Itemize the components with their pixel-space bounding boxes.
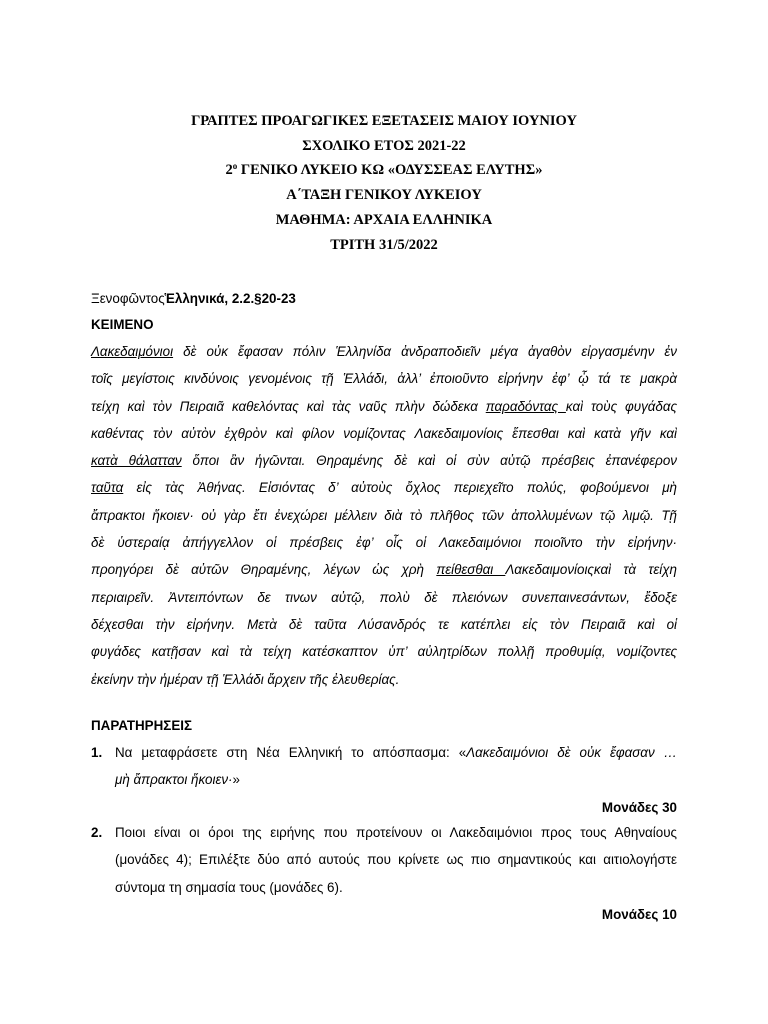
- text-line: περιαιρεῖν. Ἀντειπόντων δε τινων αὐτῷ, πολὺ δὲ πλειόνων συνεπαινεσάντων, ἔδοξε: [91, 589, 677, 605]
- question-line: Να μεταφράσετε στη Νέα Ελληνική το απόσπασμα: «Λακεδαιμόνιοι δὲ οὐκ ἔφασαν …: [115, 745, 677, 760]
- source-work: Ἑλληνικά, 2.2.§20-23: [164, 291, 296, 306]
- question-line: Ποιοι είναι οι όροι της ειρήνης που προτείνουν οι Λακεδαιμόνιοι προς τους Αθηναίους: [115, 825, 677, 840]
- source-author: Ξενοφῶντος: [91, 291, 165, 306]
- text-line: τοῖς μεγίστοις κινδύνοις γενομένοις τῇ Ἑλλάδι, ἀλλ’ ἐποιοῦντο εἰρήνην ἐφ’ ᾧ τά τε μακρὰ: [91, 371, 677, 387]
- text-line: κατὰ θάλατταν ὅποι ἂν ἡγῶνται. Θηραμένης δὲ καὶ οἱ σὺν αὐτῷ πρέσβεις ἐπανέφερον: [91, 453, 677, 469]
- text-line: ἐκείνην τὴν ἡμέραν τῇ Ἑλλάδι ἄρχειν τῆς ἐλευθερίας.: [91, 671, 400, 687]
- text-line: τείχη καὶ τὸν Πειραιᾶ καθελόντας καὶ τὰς ναῦς πλὴν δώδεκα παραδόντας καὶ τοὺς φυγάδας: [91, 398, 677, 414]
- text-line: ταῦτα εἰς τὰς Ἀθήνας. Εἰσιόντας δ’ αὐτοὺς ὄχλος περιεχεῖτο πολύς, φοβούμενοι μὴ: [91, 480, 677, 496]
- text-line: ἄπρακτοι ἥκοιεν· οὐ γὰρ ἔτι ἐνεχώρει μέλλειν διὰ τὸ πλῆθος τῶν ἀπολλυμένων τῷ λιμῷ. Τῇ: [91, 507, 677, 523]
- text-line: Λακεδαιμόνιοι δὲ οὐκ ἔφασαν πόλιν Ἑλληνίδα ἀνδραποδιεῖν μέγα ἀγαθὸν εἰργασμένην ἐν: [91, 344, 677, 359]
- question-1: [91, 739, 677, 821]
- text-line: φυγάδες κατῇσαν καὶ τὰ τείχη κατέσκαπτον ὑπ’ αὐλητρίδων πολλῇ προθυμίᾳ, νομίζοντες: [91, 644, 677, 660]
- exam-date: ΤΡΙΤΗ 31/5/2022: [330, 236, 438, 253]
- question-number: 2.: [91, 825, 103, 840]
- exam-header: [0, 109, 768, 257]
- text-label: ΚΕΙΜΕΝΟ: [91, 317, 154, 332]
- ancient-greek-text: [91, 338, 677, 693]
- observations-label: ΠΑΡΑΤΗΡΗΣΕΙΣ: [91, 718, 193, 733]
- question-text: [115, 819, 677, 901]
- text-line: δέχεσθαι τὴν εἰρήνην. Μετὰ δὲ ταῦτα Λύσανδρός τε κατέπλει εἰς τὸν Πειραιᾶ καὶ οἱ: [91, 616, 677, 632]
- text-line: καθέντας τὸν αὐτὸν ἐχθρὸν καὶ φίλον νομίζοντας Λακεδαιμονίοις ἕπεσθαι καὶ κατὰ γῆν καὶ: [91, 425, 677, 441]
- underlined-word: Λακεδαιμόνιοι: [91, 344, 174, 359]
- underlined-word: ταῦτα: [91, 480, 124, 496]
- question-units: Μονάδες 30: [601, 799, 677, 815]
- question-units: Μονάδες 10: [601, 906, 677, 922]
- text-line: προηγόρει δὲ αὐτῶν Θηραμένης, λέγων ὡς χρὴ πείθεσθαι Λακεδαιμονίοιςκαὶ τὰ τείχη: [91, 562, 677, 578]
- question-number: 1.: [91, 745, 103, 760]
- text-line: δὲ ὑστεραίᾳ ἀπήγγελλον οἱ πρέσβεις ἐφ’ οἷς οἱ Λακεδαιμόνιοι ποιοῖντο τὴν εἰρήνην·: [91, 535, 677, 551]
- main-content: [91, 286, 677, 693]
- question-line: μὴ ἄπρακτοι ἥκοιεν·»: [115, 772, 240, 788]
- underlined-word: κατὰ θάλατταν: [91, 453, 182, 469]
- question-line: (μονάδες 4); Επιλέξτε δύο από αυτούς που κρίνετε ως πιο σημαντικούς και αιτιολογήστε: [115, 852, 677, 868]
- underlined-word: πείθεσθαι: [436, 562, 506, 578]
- question-text: [115, 739, 677, 794]
- text-source: [91, 286, 677, 312]
- exam-title: ΓΡΑΠΤΕΣ ΠΡΟΑΓΩΓΙΚΕΣ ΕΞΕΤΑΣΕΙΣ ΜΑΙΟΥ ΙΟΥΝΙΟΥ: [191, 113, 577, 129]
- question-2: [91, 819, 677, 928]
- subject-name: ΜΑΘΗΜΑ: ΑΡΧΑΙΑ ΕΛΛΗΝΙΚΑ: [275, 211, 493, 228]
- class-name: Α΄ΤΑΞΗ ΓΕΝΙΚΟΥ ΛΥΚΕΙΟΥ: [286, 187, 482, 204]
- question-line: σύντομα τη σημασία τους (μονάδες 6).: [115, 879, 343, 895]
- underlined-word: παραδόντας: [485, 398, 566, 414]
- school-name: $2^o$ ΓΕΝΙΚΟ ΛΥΚΕΙΟ ΚΩ «ΟΔΥΣΣΕΑΣ ΕΛΥΤΗΣ»: [225, 161, 543, 179]
- school-year: ΣΧΟΛΙΚΟ ΕΤΟΣ 2021-22: [302, 137, 466, 154]
